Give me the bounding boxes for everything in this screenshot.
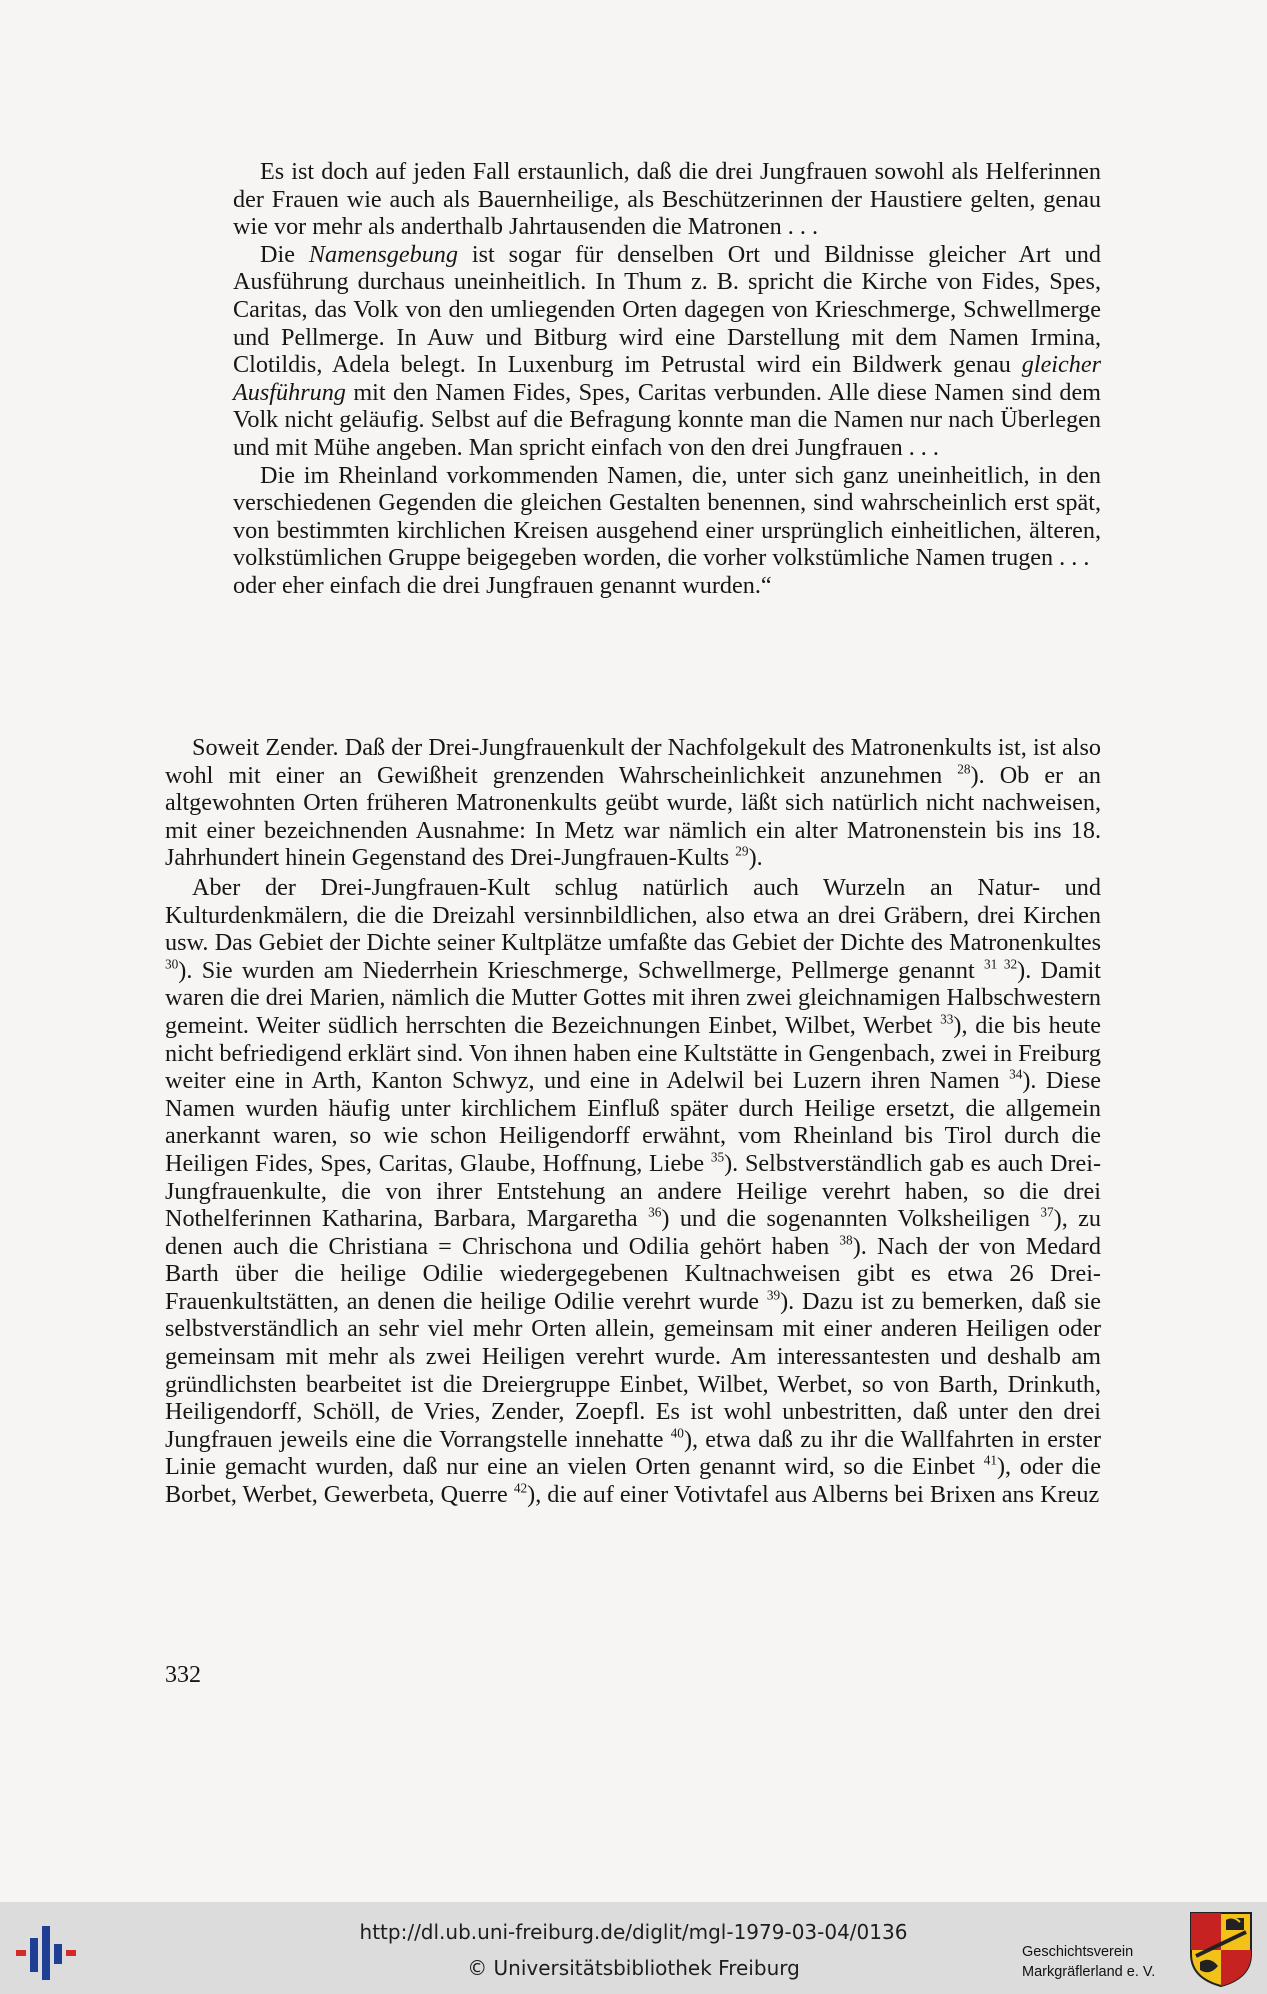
quote-paragraph-1: Es ist doch auf jeden Fall erstaunlich, daß die drei Jungfrauen sowohl als Helferinnen der Frauen wie auch als Bauernheilige, als Beschützerinnen der Haustiere gelten, genau wie vor mehr als anderthalb Jahrtausenden die Matronen . . . (233, 158, 1101, 241)
footnote-ref: 28 (957, 761, 971, 777)
society-name (1022, 1942, 1182, 1982)
footnote-ref: 30 (165, 956, 179, 972)
body-text-run: ). Nach der von Medard Barth über die heilige Odilie wiedergegebenen Kultnachweisen gibt es etwa 26 Drei-Frauenkultstätten, an denen die heilige Odilie verehrt wurde (165, 1232, 1101, 1315)
quote-paragraph-4: oder eher einfach die drei Jungfrauen genannt wurden.“ (233, 571, 772, 599)
quote-paragraph-3: Die im Rheinland vorkommenden Namen, die, unter sich ganz uneinheitlich, in den verschiedenen Gegenden die gleichen Gestalten benennen, sind wahrscheinlich erst spät, von bestimmten kirchlichen Kreisen ausgehend einer ursprünglich einheitlichen, älteren, volkstümlichen Gruppe beigegeben worden, die vorher volkstümliche Namen trugen . . . (233, 461, 1101, 572)
quote-emphasis: gleicher Ausführung (233, 351, 1101, 406)
body-text-run: ), etwa daß zu ihr die Wallfahrten in erster Linie gemacht wurden, daß nur eine an vielen Orten genannt wird, so die Einbet (165, 1425, 1102, 1481)
footnote-ref: 29 (735, 844, 749, 860)
coat-of-arms-icon[interactable] (1188, 1910, 1254, 1988)
permalink-url[interactable]: http://dl.ub.uni-freiburg.de/diglit/mgl-1979-03-04/0136 (359, 1920, 908, 1944)
body-paragraph-1 (165, 734, 1101, 872)
footnote-ref: 34 (1009, 1066, 1023, 1082)
society-line-2: Markgräflerland e. V. (1022, 1964, 1156, 1980)
footnote-ref: 41 (983, 1453, 997, 1469)
quote-text: mit den Namen Fides, Spes, Caritas verbunden. Alle diese Namen sind dem Volk nicht geläufig. Selbst auf die Befragung konnte man die Namen nur nach Überlegen und mit Mühe angeben. Man spricht einfach von den drei Jungfrauen . . . (233, 378, 1101, 461)
quote-emphasis: Namensgebung (308, 240, 458, 268)
quote-text: ist sogar für denselben Ort und Bildnisse gleicher Art und Ausführung durchaus uneinheitlich. In Thum z. B. spricht die Kirche von Fides, Spes, Caritas, das Volk von den umliegenden Orten dagegen von Krieschmerge, Schwellmerge und Pellmerge. In Auw und Bitburg wird eine Darstellung mit dem Namen Irmina, Clotildis, Adela belegt. In Luxenburg im Petrustal wird ein Bildwerk genau (233, 240, 1101, 379)
footnote-ref: 36 (648, 1204, 662, 1220)
body-text-run: ), die bis heute nicht befriedigend erklärt sind. Von ihnen haben eine Kultstätte in Gengenbach, zwei in Freiburg weiter eine in Arth, Kanton Schwyz, und eine in Adelwil bei Luzern ihren Namen (165, 1011, 1101, 1095)
footnote-ref: 35 (710, 1149, 725, 1165)
footnote-ref: 33 (940, 1011, 954, 1027)
quote-paragraph-2 (233, 241, 1101, 462)
footnote-ref: 38 (839, 1232, 853, 1248)
body-text-run: ). Ob er an altgewohnten Orten früheren Matronenkults geübt wurde, läßt sich natürlich nicht nachweisen, mit einer bezeichnenden Ausnahme: In Metz war nämlich ein alter Matronenstein bis ins 18. Jahrhundert hinein Gegenstand des Drei-Jungfrauen-Kults (165, 761, 1101, 872)
footnote-ref: 37 (1040, 1204, 1054, 1220)
copyright-notice: © Universitätsbibliothek Freiburg (467, 1956, 800, 1980)
body-text-run: ). Dazu ist zu bemerken, daß sie selbstverständlich an sehr viel mehr Orten allein, gemeinsam mit einer anderen Heiligen oder gemeinsam mit mehr als zwei Heiligen verehrt wurde. Am interessantesten und deshalb am gründlichsten bearbeitet ist die Dreiergruppe Einbet, Wilbet, Werbet, so von Barth, Drinkuth, Heiligendorff, Schöll, de Vries, Zender, Zoepfl. Es ist wohl unbestritten, daß unter den drei Jungfrauen jeweils eine die Vorrangstelle innehatte (165, 1287, 1101, 1453)
body-text-run: ), zu denen auch die Christiana = Chrischona und Odilia gehört haben (165, 1205, 1101, 1260)
body-text-run: ), oder die Borbet, Werbet, Gewerbeta, Querre (165, 1453, 1101, 1509)
block-quote (233, 158, 1101, 600)
body-text-run: ). Selbstverständlich gab es auch Drei-Jungfrauenkulte, die von ihrer Entstehung an andere Heilige verehrt haben, so die drei Nothelferinnen Katharina, Barbara, Margaretha (165, 1149, 1101, 1233)
society-line-1: Geschichtsverein (1022, 1944, 1134, 1960)
body-text-run: ). Damit waren die drei Marien, nämlich die Mutter Gottes mit ihren zwei gleichnamigen Halbschwestern gemeint. Weiter südlich herrschten die Bezeichnungen Einbet, Wilbet, Werbet (165, 956, 1101, 1039)
body-text-run: Aber der Drei-Jungfrauen-Kult schlug natürlich auch Wurzeln an Natur- und Kulturdenkmälern, die die Dreizahl versinnbildlichen, also etwa an drei Gräbern, drei Kirchen usw. Das Gebiet der Dichte seiner Kultplätze umfaßte das Gebiet der Dichte des Matronenkultes (165, 873, 1101, 957)
body-text (165, 734, 1101, 1509)
footnote-ref: 31 32 (983, 956, 1018, 972)
footnote-ref: 40 (670, 1425, 684, 1441)
body-text-run: ). (748, 844, 763, 872)
body-text-run: ) und die sogenannten Volksheiligen (661, 1205, 1041, 1233)
quote-text: Die (260, 240, 309, 268)
footer-bar (0, 1902, 1267, 1994)
body-text-run: ). Sie wurden am Niederrhein Krieschmerge, Schwellmerge, Pellmerge genannt (178, 956, 984, 984)
footnote-ref: 39 (766, 1287, 781, 1303)
body-text-run: ). Diese Namen wurden häufig unter kirchlichem Einfluß später durch Heilige ersetzt, die allgemein anerkannt waren, so wie schon Heiligendorff erwähnt, vom Rheinland bis Tirol durch die Heiligen Fides, Spes, Caritas, Glaube, Hoffnung, Liebe (165, 1067, 1101, 1177)
body-text-run: Soweit Zender. Daß der Drei-Jungfrauenkult der Nachfolgekult des Matronenkults ist, ist also wohl mit einer an Gewißheit grenzenden Wahrscheinlichkeit anzunehmen (165, 734, 1101, 789)
footnote-ref: 42 (513, 1480, 528, 1496)
body-text-run: ), die auf einer Votivtafel aus Alberns bei Brixen ans Kreuz (527, 1481, 1100, 1509)
body-paragraph-2 (165, 874, 1101, 1509)
page-number: 332 (165, 1662, 201, 1688)
